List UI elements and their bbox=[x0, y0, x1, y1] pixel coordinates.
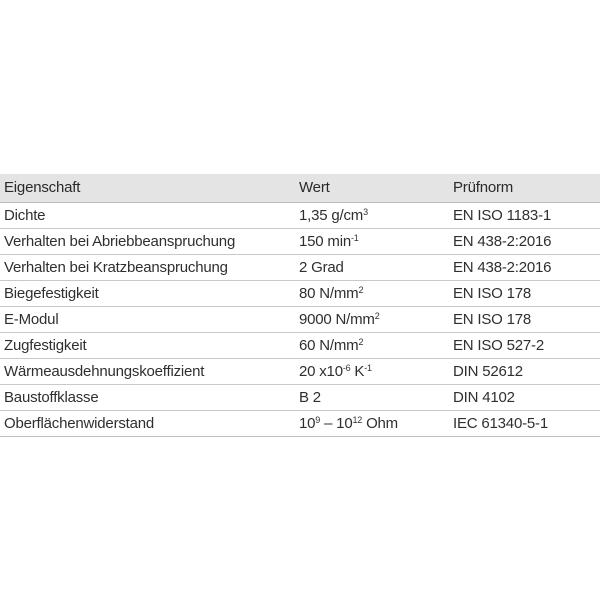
table-row bbox=[0, 281, 600, 307]
cell-norm: EN ISO 178 bbox=[449, 281, 600, 307]
table-row bbox=[0, 359, 600, 385]
header-norm: Prüfnorm bbox=[449, 174, 600, 203]
value-base: 1,35 g/cm bbox=[299, 207, 364, 224]
header-row bbox=[0, 174, 600, 203]
value-base: 80 N/mm bbox=[299, 285, 359, 302]
value-unit-exponent: -1 bbox=[364, 363, 372, 373]
cell-value bbox=[295, 411, 449, 437]
value-exponent: 2 bbox=[358, 285, 364, 295]
table-body bbox=[0, 203, 600, 437]
header-value: Wert bbox=[295, 174, 449, 203]
cell-property: Wärmeausdehnungskoeffizient bbox=[0, 359, 295, 385]
table-row bbox=[0, 255, 600, 281]
table-row bbox=[0, 411, 600, 437]
value-base: 150 min bbox=[299, 233, 351, 250]
cell-norm: DIN 4102 bbox=[449, 385, 600, 411]
value-exponent: 2 bbox=[358, 337, 364, 347]
value-base: 60 N/mm bbox=[299, 337, 359, 354]
cell-value bbox=[295, 281, 449, 307]
value-base: B 2 bbox=[299, 389, 321, 406]
cell-norm: DIN 52612 bbox=[449, 359, 600, 385]
value-unit: K bbox=[350, 363, 365, 380]
table-header bbox=[0, 174, 600, 203]
value-base: 10 bbox=[299, 415, 316, 432]
cell-value bbox=[295, 359, 449, 385]
value-base: 20 x10 bbox=[299, 363, 343, 380]
cell-value bbox=[295, 385, 449, 411]
value-exponent: -1 bbox=[350, 233, 359, 243]
cell-norm: EN 438-2:2016 bbox=[449, 229, 600, 255]
table-row bbox=[0, 385, 600, 411]
value-exponent: 3 bbox=[363, 207, 368, 217]
cell-value bbox=[295, 307, 449, 333]
value-unit: Ohm bbox=[362, 415, 398, 432]
cell-value bbox=[295, 255, 449, 281]
header-property: Eigenschaft bbox=[0, 174, 295, 203]
table-row bbox=[0, 333, 600, 359]
table-row bbox=[0, 203, 600, 229]
cell-value bbox=[295, 203, 449, 229]
cell-property: Dichte bbox=[0, 203, 295, 229]
cell-norm: IEC 61340-5-1 bbox=[449, 411, 600, 437]
cell-norm: EN ISO 527-2 bbox=[449, 333, 600, 359]
value-range-separator: – 10 bbox=[320, 415, 353, 432]
cell-value bbox=[295, 333, 449, 359]
value-upper-exponent: 12 bbox=[352, 415, 363, 425]
cell-property: Zugfestigkeit bbox=[0, 333, 295, 359]
cell-property: Verhalten bei Kratzbeanspruchung bbox=[0, 255, 295, 281]
value-exponent: 9 bbox=[315, 415, 321, 425]
table-row bbox=[0, 307, 600, 333]
cell-norm: EN ISO 178 bbox=[449, 307, 600, 333]
value-base: 2 Grad bbox=[299, 259, 344, 276]
cell-property: Biegefestigkeit bbox=[0, 281, 295, 307]
cell-property: Oberflächenwiderstand bbox=[0, 411, 295, 437]
properties-table bbox=[0, 174, 600, 437]
table-row bbox=[0, 229, 600, 255]
cell-property: Verhalten bei Abriebbeanspruchung bbox=[0, 229, 295, 255]
cell-value bbox=[295, 229, 449, 255]
value-exponent: -6 bbox=[342, 363, 351, 373]
cell-norm: EN ISO 1183-1 bbox=[449, 203, 600, 229]
cell-property: Baustoffklasse bbox=[0, 385, 295, 411]
value-exponent: 2 bbox=[374, 311, 380, 321]
value-base: 9000 N/mm bbox=[299, 311, 375, 328]
cell-norm: EN 438-2:2016 bbox=[449, 255, 600, 281]
cell-property: E-Modul bbox=[0, 307, 295, 333]
